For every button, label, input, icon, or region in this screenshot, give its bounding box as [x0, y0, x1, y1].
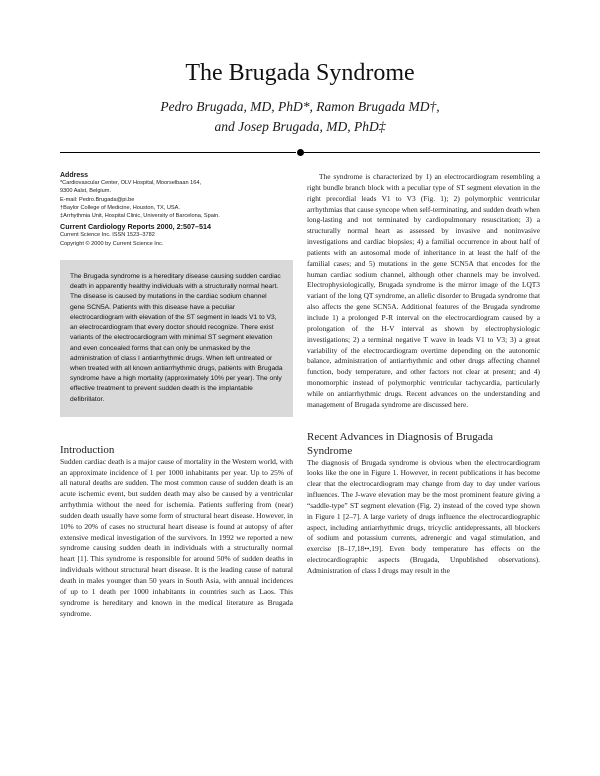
- divider-left: [60, 152, 296, 153]
- introduction-heading: Introduction: [60, 443, 115, 456]
- address-heading: Address: [60, 172, 89, 179]
- address-line: ‡Arrhythmia Unit, Hospital Clinic, University of Barcelona, Spain.: [60, 213, 220, 220]
- authors-line-2: and Josep Brugada, MD, PhD‡: [214, 119, 386, 134]
- introduction-section: [60, 443, 293, 620]
- divider-dot: [297, 149, 304, 156]
- article-title: The Brugada Syndrome: [185, 60, 415, 86]
- divider-right: [304, 152, 540, 153]
- author-list: [0, 97, 600, 137]
- address-email: E-mail: Pedro.Brugada@pi.be: [60, 196, 135, 203]
- address-line: 9300 Aalst, Belgium.: [60, 188, 111, 195]
- syndrome-characteristics-paragraph: The syndrome is characterized by 1) an electrocardiogram resembling a right bundle branch block with a peculiar type of ST segment elevation in the right precordial leads V1 to V3 (Fig. 1); 2) polymorphic ventricular arrhythmias that cause syncope when self-terminating, and sudden death when long-lasting and not terminated by cardiopulmonary resuscitation; 3) a structurally normal heart as assessed by invasive and noninvasive investigations and cardiac biopsies; 4) a familial occurrence in about half of patients with an autosomal mode of inheritance in at least the half of the familial cases; and 5) mutations in the gene SCN5A that encodes for the human cardiac sodium channel, although other channels may be involved. Electrophysiologically, Brugada syndrome is the mirror image of the LQT3 variant of the long QT syndrome, an allelic disorder to Brugada syndrome that also affects the gene SCN5A. Additional features of the Brugada syndrome include 1) a prolonged P-R interval on the electrocardiogram caused by a prolongation of the H-V interval as shown by electrophysiologic investigations; 2) a terminal negative T wave in leads V1 to V3; 3) a great variability of the electrocardiogram overtime depending on the autonomic balance, administration of antiarrhythmic and other drugs affecting channel function, body temperature, and other factors not clear at present; and 4) monomorphic instead of polymorphic ventricular tachycardia, particularly while on antiarrhythmic drugs. Recent advances on the understanding and management of Brugada syndrome are discussed here.: [307, 172, 540, 409]
- journal-copyright: Copyright © 2000 by Current Science Inc.: [60, 240, 164, 247]
- diagnosis-text: The diagnosis of Brugada syndrome is obvious when the electrocardiogram looks like the one in Figure 1. However, in recent publications it has become clear that the electrocardiogram may change from day to day under various influences. The J-wave elevation may be the most prominent feature giving a “saddle-type” ST segment elevation (Fig. 2) instead of the coved type shown in Figure 1 [2–7]. A large variety of drugs influence the electrocardiographic aspect, including antiarrhythmic drugs, tricyclic antidepressants, all blockers of sodium and potassium currents, adrenergic and vagal stimulation, and exercise [8–17,18••,19]. Even body temperature has effects on the electrocardiographic aspects (Brugada, Unpublished observations). Administration of class I drugs may result in the: [307, 457, 540, 575]
- diagnosis-heading: Recent Advances in Diagnosis of Brugada Syndrome: [307, 430, 494, 457]
- authors-line-1: Pedro Brugada, MD, PhD*, Ramon Brugada MD†,: [160, 99, 440, 114]
- address-line: *Cardiovascular Center, OLV Hospital, Moorselbaan 164,: [60, 180, 202, 186]
- address-line: †Baylor College of Medicine, Houston, TX, USA.: [60, 204, 180, 211]
- abstract-box: The Brugada syndrome is a hereditary disease causing sudden cardiac death in apparently healthy individuals with a structurally normal heart. The disease is caused by mutations in the cardiac sodium channel gene SCN5A. Patients with this disease have a peculiar electrocardiogram with elevation of the ST segment in leads V1 to V3, an electrocardiogram that every doctor should recognize. There exist variants of the electrocardiogram with minimal ST segment elevation and even concealed forms that can only be unmasked by the administration of class I antiarrhythmic drugs. When left untreated or when treated with all known antiarrhythmic drugs, patients with Brugada syndrome have a high mortality (approximately 10% per year). The only effective treatment to prevent sudden death is the implantable defibrillator.: [60, 260, 293, 417]
- left-column: [60, 172, 293, 619]
- right-column: [307, 172, 540, 577]
- journal-issn: Current Science Inc. ISSN 1523–3782: [60, 232, 155, 239]
- journal-citation: Current Cardiology Reports 2000, 2:507–514: [60, 222, 211, 232]
- journal-info: [60, 231, 293, 248]
- diagnosis-section: [307, 430, 540, 577]
- introduction-text: Sudden cardiac death is a major cause of mortality in the Western world, with an approximate incidence of 1 per 1000 inhabitants per year. Up to 25% of all natural deaths are sudden. The most common cause of sudden death is an acute ischemic event, but sudden death may also be caused by a ventricular arrhythmia without the need for ischemia. Patients suffering from (near) sudden death usually have some form of structural heart disease. However, in 10% to 20% of cases no structural heart disease is found at autopsy of after extensive medical investigation of the survivors. In 1992 we reported a new syndrome causing sudden death in individuals with a structurally normal heart [1]. This syndrome is responsible for around 50% of sudden deaths in individuals without structural heart disease. It is the leading cause of natural death in males younger than 50 years in South Asia, with annual incidences of up to 1 death per 1000 inhabitants in countries such as Laos. This syndrome is hereditary and known in the medical literature as Brugada syndrome.: [60, 456, 293, 618]
- address-block: [60, 179, 293, 220]
